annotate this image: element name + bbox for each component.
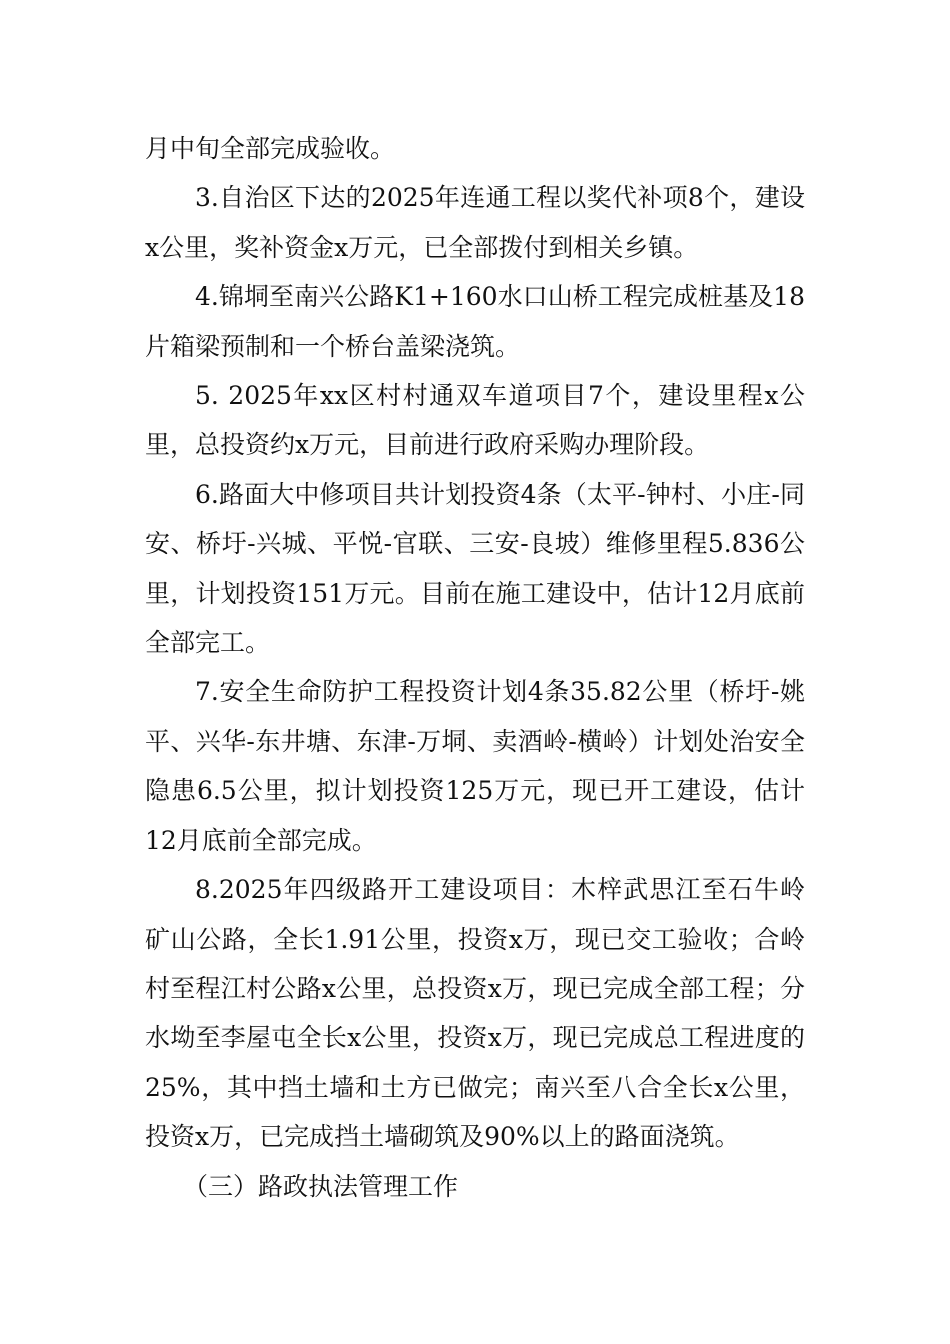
section-heading: （三）路政执法管理工作	[183, 1171, 459, 1201]
paragraph-6: 7.安全生命防护工程投资计划4条35.82公里（桥圩-姚平、兴华-东井塘、东津-万垌、卖酒岭-横岭）计划处治安全隐患6.5公里，拟计划投资125万元，现已开工建设，估计12月底前全部完成。	[145, 677, 805, 855]
paragraph-7: 8.2025年四级路开工建设项目：木梓武思江至石牛岭矿山公路，全长1.91公里，投资x万，现已交工验收；合岭村至程江村公路x公里，总投资x万，现已完成全部工程；分水坳至李屋屯全长x公里，投资x万，现已完成总工程进度的25%，其中挡土墙和土方已做完；南兴至八合全长x公里，投资x万，已完成挡土墙砌筑及90%以上的路面浇筑。	[145, 875, 805, 1152]
paragraph-3: 4.锦垌至南兴公路K1+160水口山桥工程完成桩基及18片箱梁预制和一个桥台盖梁浇筑。	[145, 282, 805, 361]
paragraph-2: 3.自治区下达的2025年连通工程以奖代补项8个，建设x公里，奖补资金x万元，已全部拨付到相关乡镇。	[145, 183, 805, 262]
paragraph-4: 5. 2025年xx区村村通双车道项目7个，建设里程x公里，总投资约x万元，目前进行政府采购办理阶段。	[145, 381, 805, 460]
document-page	[145, 124, 805, 1211]
paragraph-5: 6.路面大中修项目共计划投资4条（太平-钟村、小庄-同安、桥圩-兴城、平悦-官联、三安-良坡）维修里程5.836公里，计划投资151万元。目前在施工建设中，估计12月底前全部完工。	[145, 479, 805, 658]
paragraph-1: 月中旬全部完成验收。	[145, 134, 396, 163]
